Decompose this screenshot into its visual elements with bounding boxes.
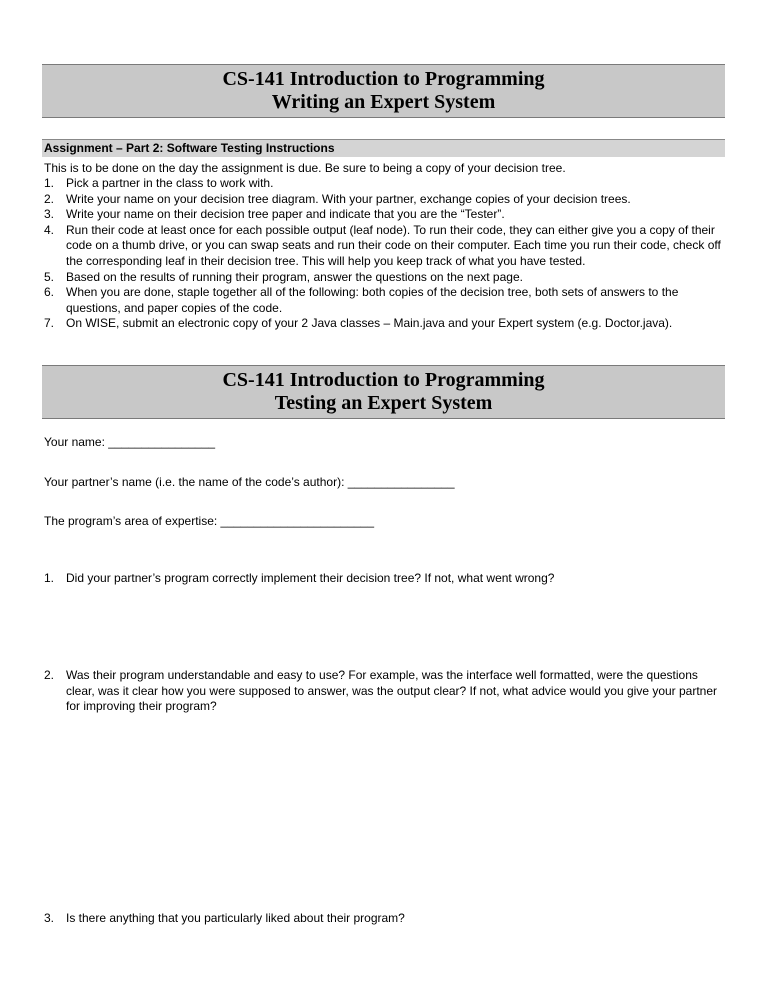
banner-subtitle: Writing an Expert System — [271, 91, 496, 113]
list-item — [44, 207, 728, 223]
list-text: Pick a partner in the class to work with. — [66, 176, 274, 190]
question-text: Is there anything that you particularly liked about their program? — [66, 911, 405, 925]
list-text: When you are done, staple together all of the following: both copies of the decision tree, both sets of answers to the questions, and paper copies of the code. — [66, 285, 679, 315]
title-banner-writing — [42, 64, 725, 118]
intro-text: This is to be done on the day the assignment is due. Be sure to being a copy of your decision tree. — [44, 161, 566, 175]
list-number: 3. — [44, 207, 55, 222]
banner-title: CS-141 Introduction to Programming — [222, 68, 545, 90]
list-text: Write your name on their decision tree paper and indicate that you are the “Tester”. — [66, 207, 505, 222]
list-text: Run their code at least once for each possible output (leaf node). To run their code, they can either give you a copy of their code on a thumb drive, or you can swap seats and run their code on their computer. Each time you run their code, check off the corresponding leaf in their decision tree. This will help you keep track of what you have tested. — [66, 222, 721, 268]
list-number: 4. — [44, 222, 55, 237]
list-text: Based on the results of running their program, answer the questions on the next page. — [66, 269, 523, 284]
expertise-field: The program’s area of expertise: _______________________ — [44, 514, 375, 528]
list-item — [44, 223, 728, 270]
question-text: Did your partner’s program correctly implement their decision tree? If not, what went wrong? — [66, 571, 555, 585]
list-number: 5. — [44, 269, 55, 284]
list-item — [44, 316, 728, 332]
list-item — [44, 285, 728, 316]
banner-title: CS-141 Introduction to Programming — [222, 369, 545, 391]
question-number: 2. — [44, 668, 55, 682]
list-item — [44, 192, 728, 208]
banner-subtitle: Testing an Expert System — [274, 392, 493, 414]
question-1 — [44, 571, 728, 587]
section-header-part2: Assignment – Part 2: Software Testing Instructions — [42, 139, 725, 157]
question-number: 3. — [44, 911, 55, 925]
list-item — [44, 176, 728, 192]
question-number: 1. — [44, 571, 55, 585]
your-name-field: Your name: ________________ — [44, 435, 216, 449]
list-item — [44, 270, 728, 286]
list-text: Write your name on your decision tree diagram. With your partner, exchange copies of your decision trees. — [66, 191, 631, 206]
question-text: Was their program understandable and easy to use? For example, was the interface well formatted, were the questions clear, was it clear how you were supposed to answer, was the output clear? If not, what advice would you give your partner for improving their program? — [66, 668, 718, 714]
list-number: 2. — [44, 191, 55, 206]
title-banner-testing — [42, 365, 725, 419]
list-text: On WISE, submit an electronic copy of your 2 Java classes – Main.java and your Expert system (e.g. Doctor.java). — [66, 316, 673, 331]
instruction-list — [44, 176, 728, 332]
partner-name-field: Your partner’s name (i.e. the name of the code’s author): ________________ — [44, 475, 455, 489]
question-2 — [44, 668, 728, 715]
question-3 — [44, 911, 728, 927]
list-number: 7. — [44, 316, 55, 331]
list-number: 6. — [44, 285, 55, 300]
list-number: 1. — [44, 176, 55, 190]
